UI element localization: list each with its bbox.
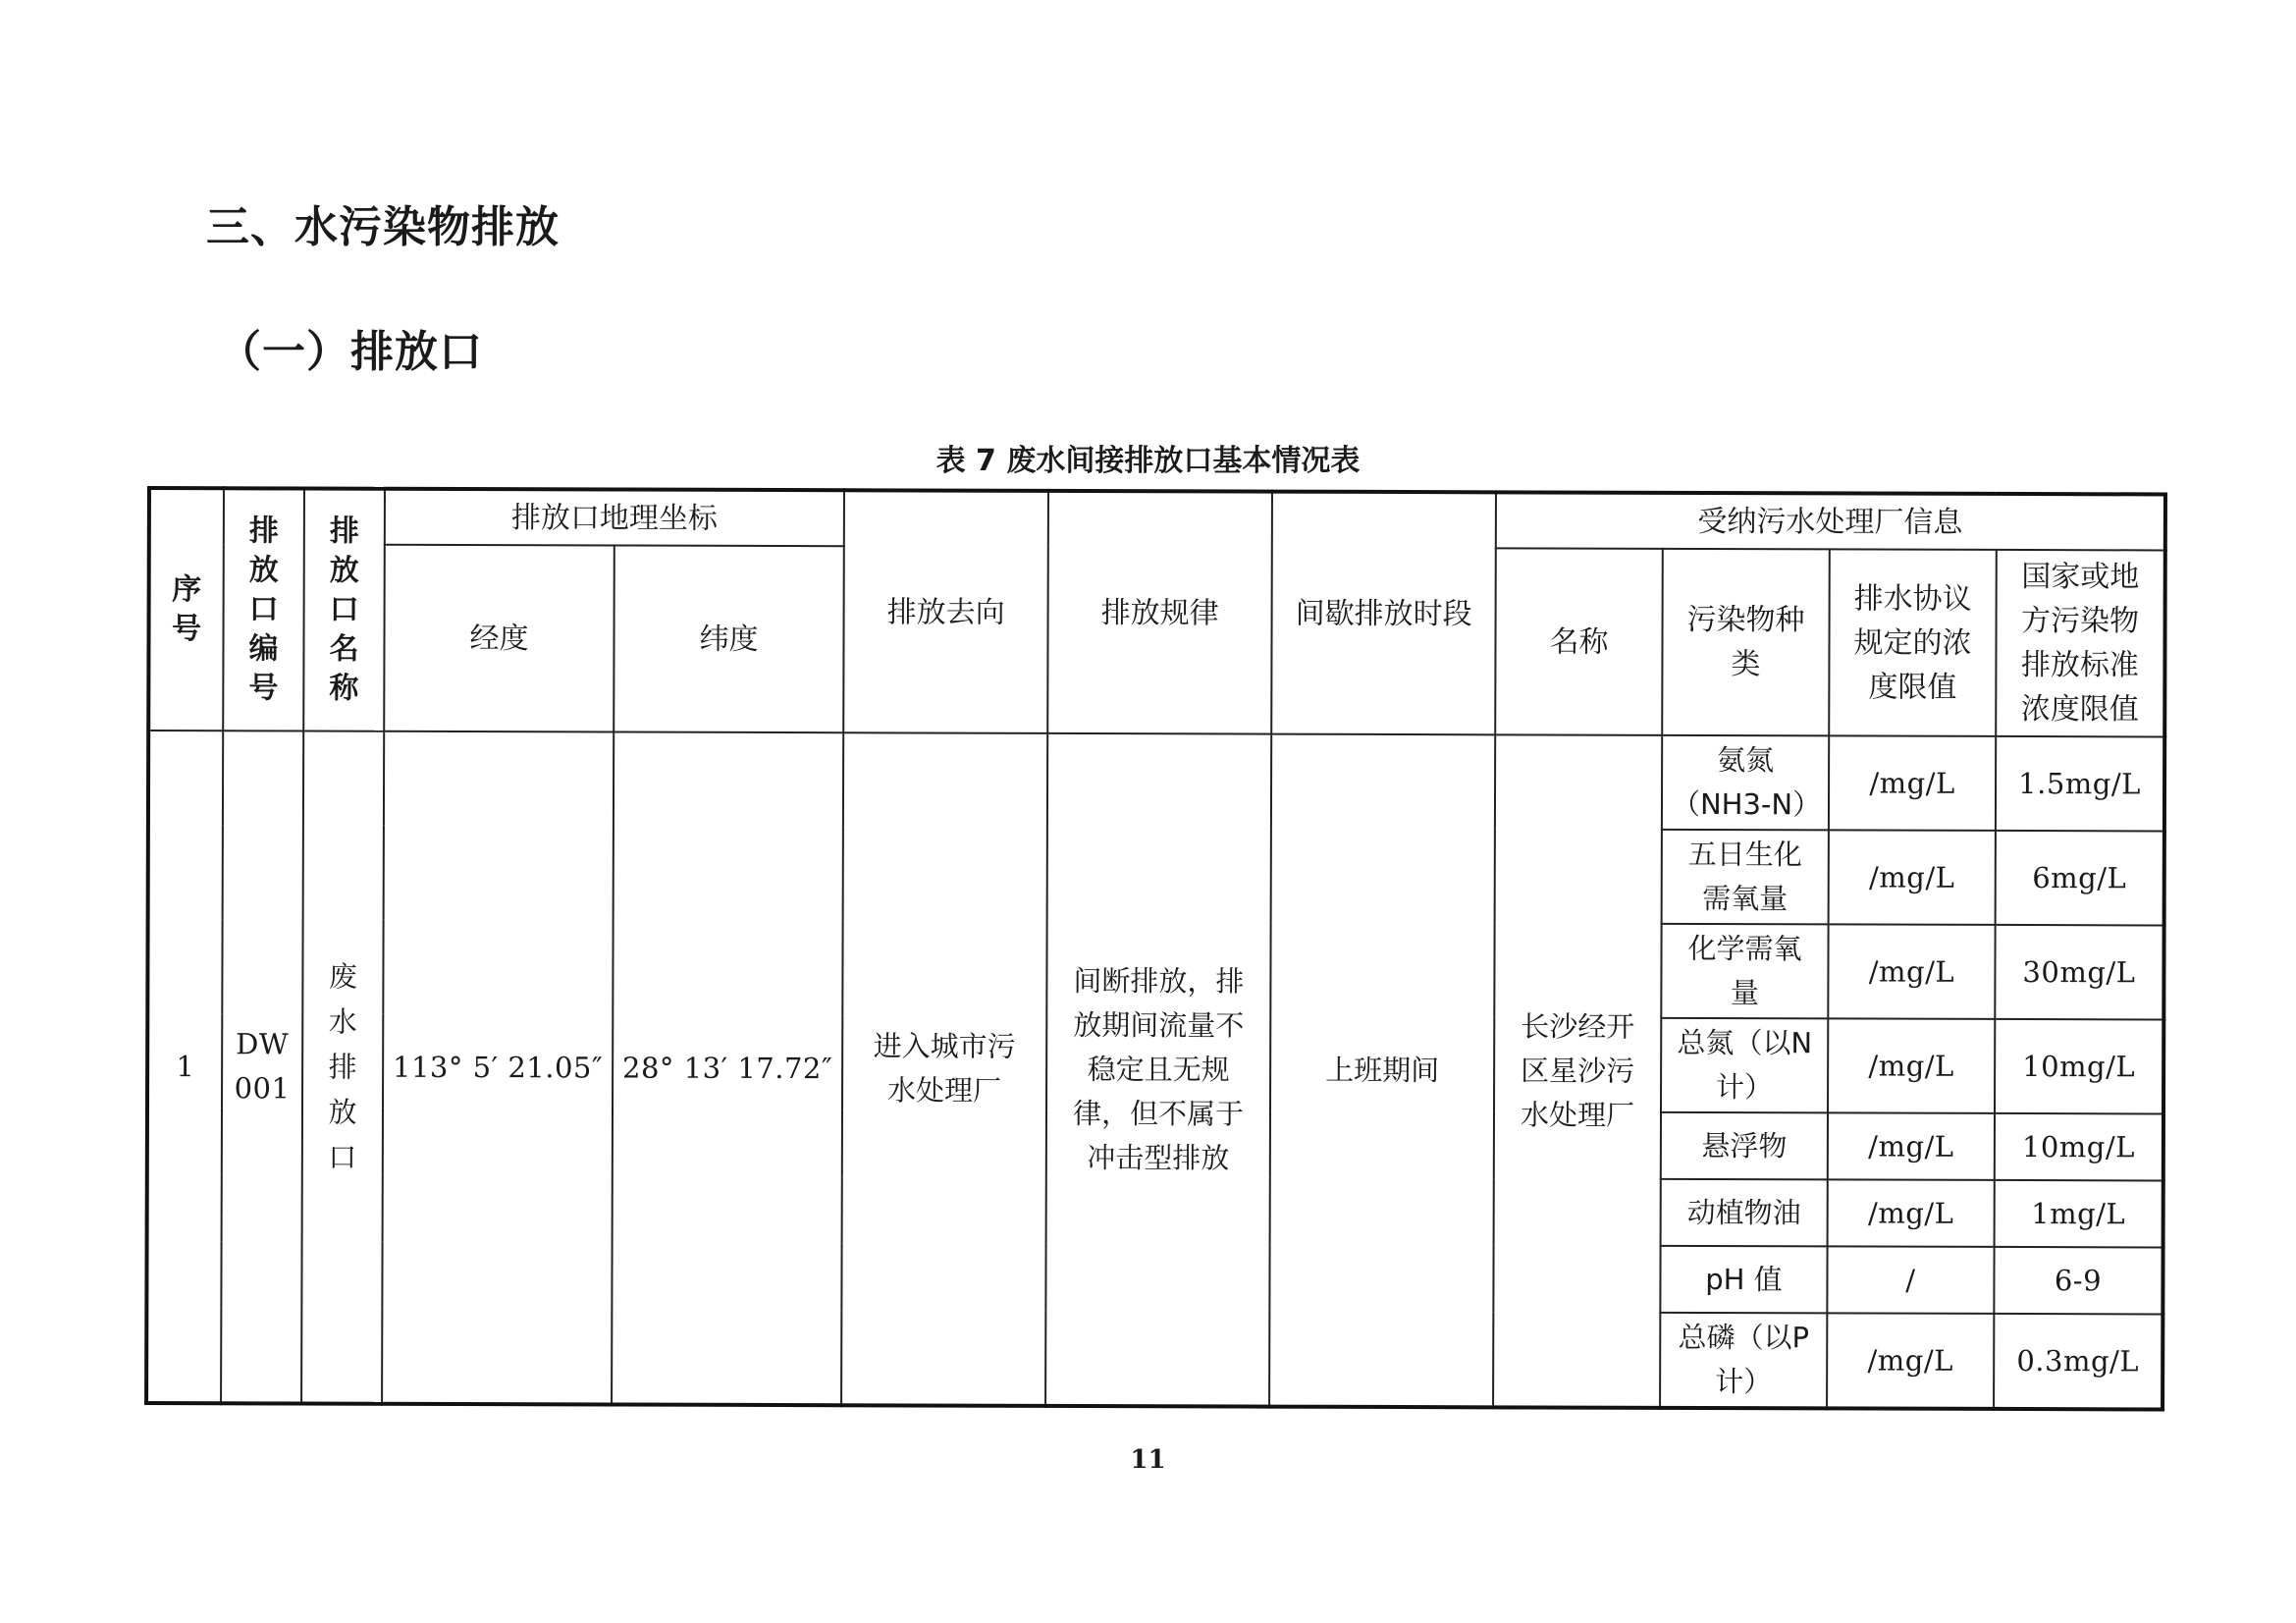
cell-agreement: /mg/L xyxy=(1829,830,1996,925)
outlet-table-wrapper xyxy=(144,486,2167,1411)
header-geo: 排放口地理坐标 xyxy=(385,489,844,546)
header-standard-limit: 国家或地方污染物排放标准浓度限值 xyxy=(1996,550,2165,737)
header-row-1 xyxy=(149,488,2165,550)
cell-standard: 1.5mg/L xyxy=(1996,736,2164,832)
outlet-info-table xyxy=(144,486,2167,1411)
page-number: 11 xyxy=(1130,1445,1166,1475)
cell-standard: 10mg/L xyxy=(1995,1019,2163,1114)
cell-standard: 10mg/L xyxy=(1995,1113,2163,1181)
cell-outlet-name: 废水排放口 xyxy=(301,731,384,1404)
header-pollutant: 污染物种类 xyxy=(1662,549,1830,736)
cell-pollutant: pH 值 xyxy=(1660,1246,1827,1314)
cell-agreement: /mg/L xyxy=(1827,1313,1994,1409)
cell-standard: 0.3mg/L xyxy=(1994,1314,2163,1410)
cell-pollutant: 总磷（以P计） xyxy=(1660,1313,1827,1409)
header-plant-info: 受纳污水处理厂信息 xyxy=(1496,492,2165,550)
table-row xyxy=(148,730,2164,831)
header-latitude: 纬度 xyxy=(614,545,844,732)
cell-agreement: / xyxy=(1827,1246,1994,1314)
cell-standard: 30mg/L xyxy=(1995,925,2163,1020)
header-longitude: 经度 xyxy=(384,545,614,732)
cell-pollutant: 五日生化需氧量 xyxy=(1662,830,1829,925)
cell-seq: 1 xyxy=(146,730,223,1403)
header-intermittent: 间歇排放时段 xyxy=(1271,492,1496,735)
cell-latitude: 28° 13′ 17.72″ xyxy=(612,731,843,1405)
header-seq: 序号 xyxy=(148,488,224,730)
header-direction: 排放去向 xyxy=(843,490,1048,733)
cell-standard: 6mg/L xyxy=(1996,831,2164,926)
cell-pollutant: 氨氮（NH3-N） xyxy=(1662,735,1829,831)
subsection-title: （一）排放口 xyxy=(218,327,483,377)
header-plant-name: 名称 xyxy=(1495,548,1663,735)
cell-agreement: /mg/L xyxy=(1828,1179,1995,1247)
cell-intermittent: 上班期间 xyxy=(1269,734,1495,1408)
cell-pollutant: 化学需氧量 xyxy=(1661,924,1828,1019)
cell-pollutant: 动植物油 xyxy=(1661,1179,1828,1247)
cell-pollutant: 总氮（以N计） xyxy=(1661,1018,1828,1113)
cell-pattern: 间断排放，排放期间流量不稳定且无规律，但不属于冲击型排放 xyxy=(1045,733,1271,1407)
cell-agreement: /mg/L xyxy=(1828,924,1995,1019)
cell-direction: 进入城市污水处理厂 xyxy=(841,732,1047,1406)
cell-agreement: /mg/L xyxy=(1828,1112,1995,1180)
cell-outlet-code: DW001 xyxy=(221,730,303,1403)
cell-pollutant: 悬浮物 xyxy=(1661,1112,1828,1180)
header-outlet-code: 排放口编号 xyxy=(223,488,304,730)
section-title: 三、水污染物排放 xyxy=(206,202,560,252)
cell-plant-name: 长沙经开区星沙污水处理厂 xyxy=(1493,734,1662,1408)
table-caption: 表 7 废水间接排放口基本情况表 xyxy=(935,444,1361,478)
header-outlet-name: 排放口名称 xyxy=(303,489,385,731)
header-agreement-limit: 排水协议规定的浓度限值 xyxy=(1829,549,1997,736)
cell-longitude: 113° 5′ 21.05″ xyxy=(382,731,614,1405)
cell-agreement: /mg/L xyxy=(1829,735,1996,831)
cell-agreement: /mg/L xyxy=(1828,1018,1995,1113)
cell-standard: 6-9 xyxy=(1994,1247,2163,1315)
header-pattern: 排放规律 xyxy=(1047,491,1272,734)
cell-standard: 1mg/L xyxy=(1995,1180,2163,1248)
